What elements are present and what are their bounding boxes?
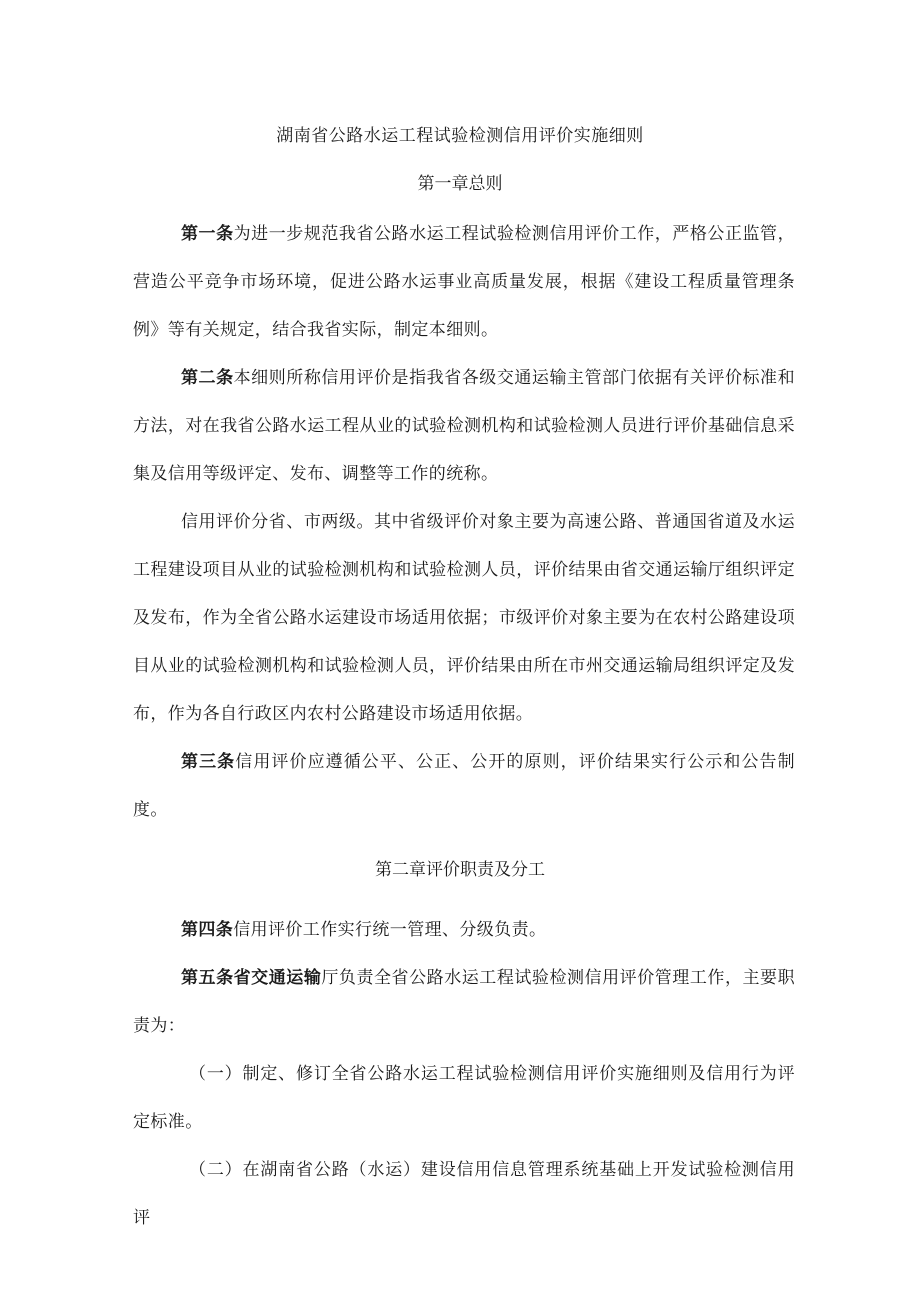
article-1-text: 为进一步规范我省公路水运工程试验检测信用评价工作，严格公正监管，营造公平竞争市场环境，促进公路水运事业高质量发展，根据《建设工程质量管理条例》等有关规定，结合我省实际，制定本细则。 bbox=[133, 224, 795, 340]
list-item-2: （二）在湖南省公路（水运）建设信用信息管理系统基础上开发试验检测信用评 bbox=[133, 1160, 795, 1228]
article-2-paragraph-2: 信用评价分省、市两级。其中省级评价对象主要为高速公路、普通国省道及水运工程建设项目从业的试验检测机构和试验检测人员，评价结果由省交通运输厅组织评定及发布，作为全省公路水运建设市场适用依据；市级评价对象主要为在农村公路建设项目从业的试验检测机构和试验检测人员，评价结果由所在市州交通运输局组织评定及发布，作为各自行政区内农村公路建设市场适用依据。 bbox=[133, 512, 795, 724]
article-4-label: 第四条 bbox=[181, 920, 234, 940]
article-2 bbox=[133, 354, 795, 498]
list-item-1: （一）制定、修订全省公路水运工程试验检测信用评价实施细则及信用行为评定标准。 bbox=[133, 1064, 795, 1132]
article-1 bbox=[133, 210, 795, 354]
chapter-1-heading: 第一章总则 bbox=[417, 174, 503, 194]
article-3-label: 第三条 bbox=[181, 752, 236, 772]
article-3-text: 信用评价应遵循公平、公正、公开的原则，评价结果实行公示和公告制度。 bbox=[133, 752, 796, 820]
article-3 bbox=[133, 738, 795, 834]
article-4 bbox=[133, 906, 795, 954]
article-1-label: 第一条 bbox=[181, 224, 234, 244]
article-5 bbox=[133, 954, 795, 1050]
chapter-2-heading: 第二章评价职责及分工 bbox=[375, 860, 545, 880]
article-5-text: 厅负责全省公路水运工程试验检测信用评价管理工作，主要职责为： bbox=[133, 968, 795, 1036]
document-title: 湖南省公路水运工程试验检测信用评价实施细则 bbox=[276, 126, 644, 146]
article-2-label: 第二条 bbox=[181, 368, 234, 388]
article-5-label: 第五条省交通运输 bbox=[181, 968, 322, 988]
article-2-text: 本细则所称信用评价是指我省各级交通运输主管部门依据有关评价标准和方法，对在我省公路水运工程从业的试验检测机构和试验检测人员进行评价基础信息采集及信用等级评定、发布、调整等工作的统称。 bbox=[133, 368, 795, 484]
article-4-text: 信用评价工作实行统一管理、分级负责。 bbox=[233, 920, 547, 940]
